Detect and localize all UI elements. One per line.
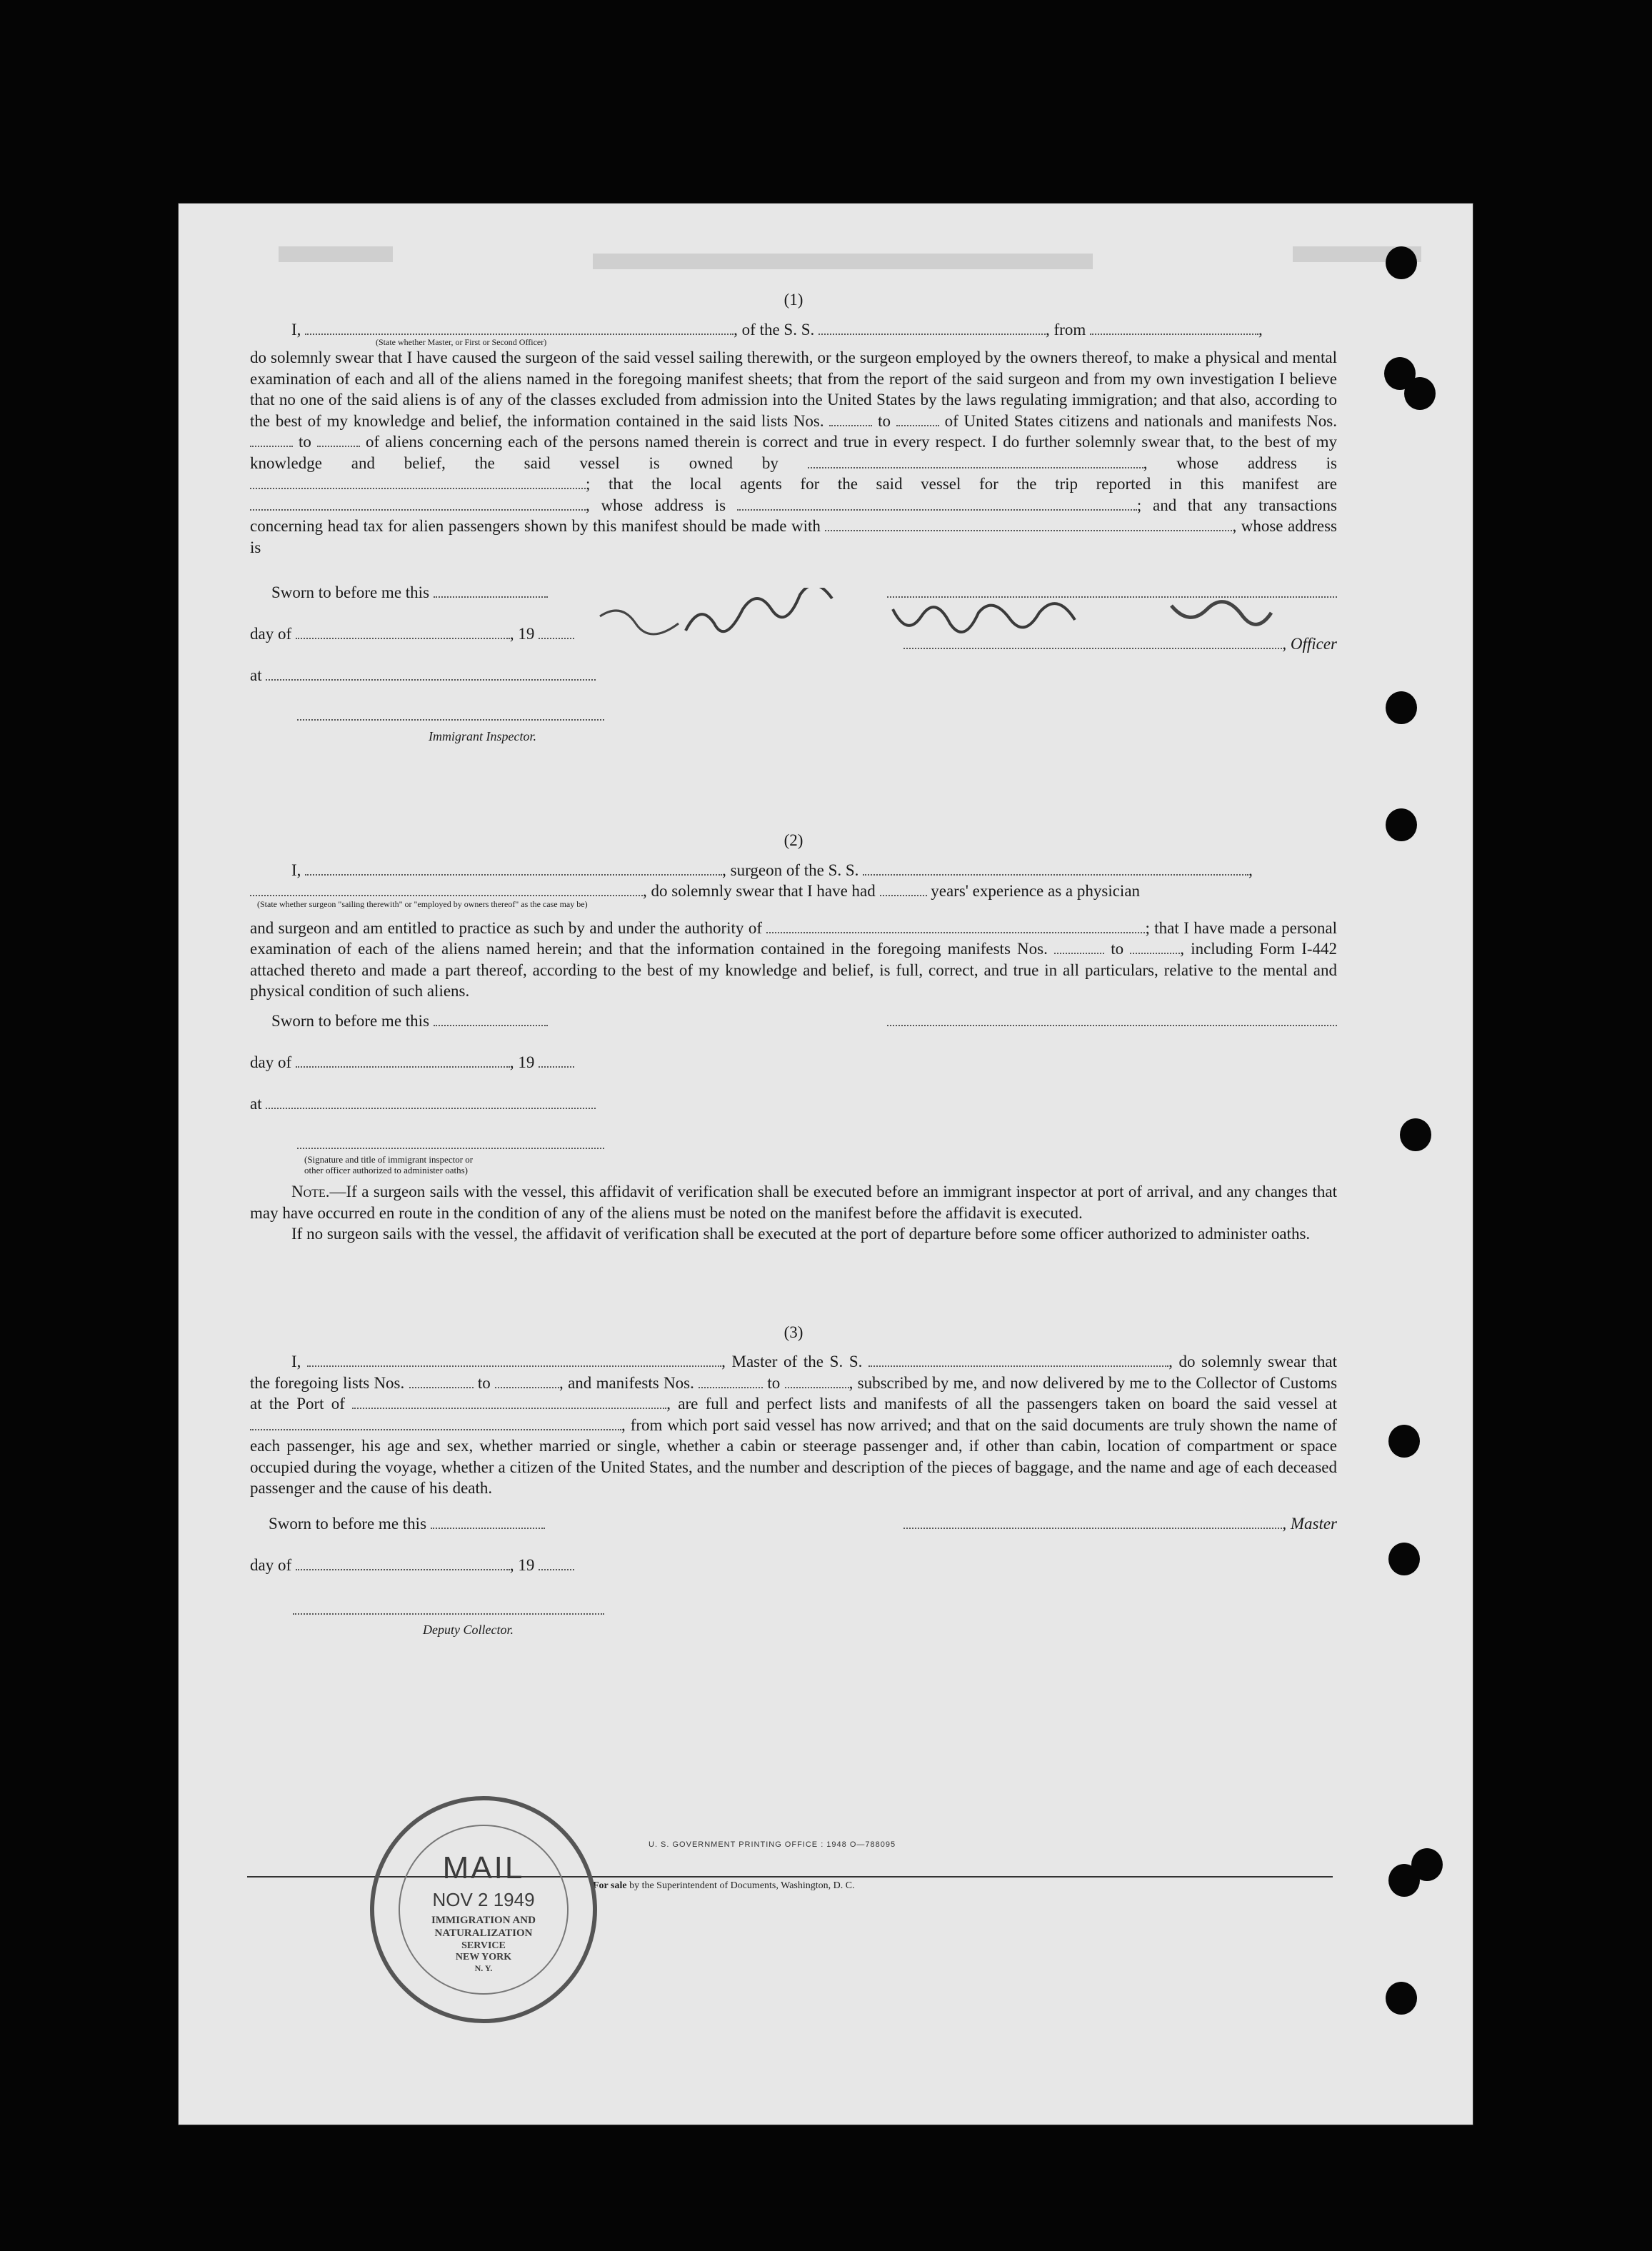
section-1-body: do solemnly swear that I have caused the surgeon of the said vessel sailing therewith, or the surgeon employed by the owners thereof, to make a physical and mental examination of each and all of the aliens named in the foregoing manifest sheets; that from the report of the said surgeon and from my own investigation I believe that no one of the said aliens is of any of the classes excluded from admission into the United States by the laws regulating immigration; and that also, according to the best of my knowledge and belief, the information contained in the said lists Nos. to of United States citizens and nationals and manifests Nos. to of aliens concerning each of the persons named therein is correct and true in every respect. I do further solemnly swear that, to the best of my knowledge and belief, the said vessel is owned by , whose address is ; that the local agents for the said vessel for the trip reported in this manifest are , whose address is ; and that any transactions concerning head tax for alien passengers shown by this manifest should be made with , whose address is (250, 349, 1338, 556)
section-2-year-field[interactable] (539, 1052, 574, 1068)
section-3-body: I, , Master of the S. S. , do solemnly swear that the foregoing lists Nos. to , and manifests Nos. to , subscribed by me, and now delivered by me to the Collector of Customs at the Port of , are full and perfect lists and manifests of all the passengers taken on board the said vessel at , from which port said vessel has now arrived; and that on the said documents are truly shown the name of each passenger, his age and sex, whether married or single, whether a cabin or steerage passenger and, if other than cabin, location of compartment or space occupied during the voyage, whether a citizen of the United States, and the number and description of the pieces of baggage, and the name and age of each deceased passenger and the cause of his death. (250, 1353, 1338, 1497)
master-signature-field[interactable] (903, 1513, 1282, 1529)
embarkation-port-field[interactable] (250, 1415, 621, 1430)
section-3-lists-to-field[interactable] (495, 1373, 559, 1388)
binder-hole-5 (1386, 808, 1417, 841)
section-2-second-line: , do solemnly swear that I have had years' experience as a physician (250, 881, 1337, 902)
stamp-line-4: NEW YORK (455, 1952, 512, 1962)
section-1-top-signature-field[interactable] (887, 582, 1337, 598)
section-3-year-field[interactable] (539, 1555, 574, 1570)
section-1-first-line: I, , of the S. S. , from , (291, 320, 1263, 339)
lists-to-field[interactable] (896, 411, 939, 426)
binder-hole-10 (1411, 1848, 1443, 1881)
binder-hole-11 (1386, 1982, 1417, 2015)
agents-address-field[interactable] (737, 495, 1137, 511)
section-2-month-field[interactable] (296, 1052, 510, 1068)
manifests-to-field[interactable] (317, 431, 360, 447)
section-2-body: and surgeon and am entitled to practice as such by and under the authority of ; that I have made a personal examination of each of the aliens named herein; and that the information contained in the foregoing manifests Nos. to , including Form I-442 attached thereto and made a part thereof, according to the best of my knowledge and belief, is full, correct, and true in all particulars, relative to the mental and physical condition of such aliens. (250, 918, 1338, 1000)
section-2-number: (2) (784, 831, 804, 849)
binder-hole-6 (1400, 1118, 1431, 1151)
section-3-lists-from-field[interactable] (409, 1373, 474, 1388)
section-1-number: (1) (784, 291, 804, 309)
stamp-line-5: N. Y. (474, 1963, 493, 1973)
vessel-name-field[interactable] (819, 319, 1046, 335)
section-2-manifests-to-field[interactable] (1130, 938, 1180, 954)
years-experience-field[interactable] (880, 881, 927, 896)
stamp-mail-text: MAIL (442, 1850, 525, 1885)
section-2-place-field[interactable] (266, 1093, 596, 1109)
section-3-sworn-row: Sworn to before me this , Master (269, 1514, 1337, 1533)
section-3-sworn-day-field[interactable] (431, 1513, 545, 1529)
surgeon-status-field[interactable] (250, 881, 643, 896)
owner-address-field[interactable] (250, 473, 586, 489)
section-2-first-line: I, , surgeon of the S. S. , (291, 861, 1253, 879)
inspector-signature-field[interactable] (297, 705, 604, 721)
authority-field[interactable] (766, 918, 1145, 933)
section-3-vessel-field[interactable] (868, 1351, 1168, 1367)
owner-field[interactable] (808, 453, 1143, 468)
section-2-caption: (State whether surgeon "sailing therewith" or "employed by owners thereof" as the case may be) (257, 898, 588, 909)
section-3-month-field[interactable] (296, 1555, 510, 1570)
stamp-line-2: NATURALIZATION (434, 1927, 533, 1939)
section-1-caption: (State whether Master, or First or Second Officer) (376, 337, 547, 347)
section-3-manifests-to-field[interactable] (785, 1373, 849, 1388)
section-1-sworn-day-field[interactable] (434, 582, 548, 598)
master-name-field[interactable] (307, 1351, 721, 1367)
stamp-line-3: SERVICE (461, 1940, 506, 1951)
bleed-through-header (221, 232, 1436, 289)
officer-signature-field[interactable] (903, 633, 1282, 649)
inspector-caption: Immigrant Inspector. (429, 728, 536, 743)
customs-port-field[interactable] (352, 1393, 666, 1409)
section-2-vessel-field[interactable] (863, 860, 1248, 876)
section-1-sworn-row: Sworn to before me this (250, 582, 1337, 623)
section-1-year-field[interactable] (539, 623, 574, 639)
form-content (250, 289, 1337, 1641)
section-1-place-field[interactable] (266, 665, 596, 681)
section-3-manifests-from-field[interactable] (699, 1373, 763, 1388)
section-1-day-row: day of , 19 , Officer (250, 625, 1337, 653)
binder-hole-3 (1404, 377, 1436, 410)
section-2-inspector-signature-field[interactable] (297, 1133, 604, 1149)
section-1-at-row: at (250, 665, 1337, 705)
manifests-from-field[interactable] (250, 431, 293, 447)
section-3-day-row: day of , 19 (250, 1555, 1337, 1596)
section-2-manifests-from-field[interactable] (1054, 938, 1104, 954)
section-2-sworn-day-field[interactable] (434, 1011, 548, 1026)
surgeon-signature-field[interactable] (887, 1011, 1337, 1026)
departure-port-field[interactable] (1090, 319, 1258, 335)
section-2-day-row: day of , 19 (250, 1052, 1337, 1093)
for-sale-line: For sale by the Superintendent of Documents, Washington, D. C. (593, 1880, 855, 1891)
head-tax-contact-field[interactable] (825, 516, 1232, 531)
section-2-sig-caption-1: (Signature and title of immigrant inspector or (304, 1154, 474, 1165)
collector-caption: Deputy Collector. (423, 1623, 514, 1637)
surgeon-name-field[interactable] (305, 860, 722, 876)
local-agents-field[interactable] (250, 495, 586, 511)
officer-name-field[interactable] (305, 319, 734, 335)
section-1-month-field[interactable] (296, 623, 510, 639)
collector-signature-field[interactable] (293, 1599, 604, 1615)
stamp-line-1: IMMIGRATION AND (431, 1915, 536, 1926)
lists-from-field[interactable] (829, 411, 872, 426)
document-page (179, 204, 1473, 2125)
section-2-note-continued: If no surgeon sails with the vessel, the affidavit of verification shall be executed at the port of departure before some officer authorized to administer oaths. (291, 1225, 1311, 1243)
section-2-at-row: at (250, 1093, 1337, 1133)
section-2-note: Note.—If a surgeon sails with the vessel, this affidavit of verification shall be executed before an immigrant inspector at port of arrival, and any changes that may have occurred en route in the condition of any of the aliens must be noted on the manifest before the affidavit is executed. (250, 1183, 1337, 1222)
printing-office-line: U. S. GOVERNMENT PRINTING OFFICE : 1948 O—788095 (649, 1840, 896, 1849)
stamp-date: NOV 2 1949 (432, 1889, 535, 1910)
section-2-sig-caption-2: other officer authorized to administer oaths) (304, 1165, 468, 1175)
section-2-sworn-row: Sworn to before me this (250, 1011, 1337, 1052)
mail-received-stamp (370, 1796, 597, 2023)
binder-hole-1 (1386, 246, 1417, 279)
binder-hole-4 (1386, 691, 1417, 724)
binder-hole-8 (1388, 1543, 1420, 1575)
section-3-number: (3) (784, 1323, 804, 1341)
binder-hole-7 (1388, 1425, 1420, 1458)
